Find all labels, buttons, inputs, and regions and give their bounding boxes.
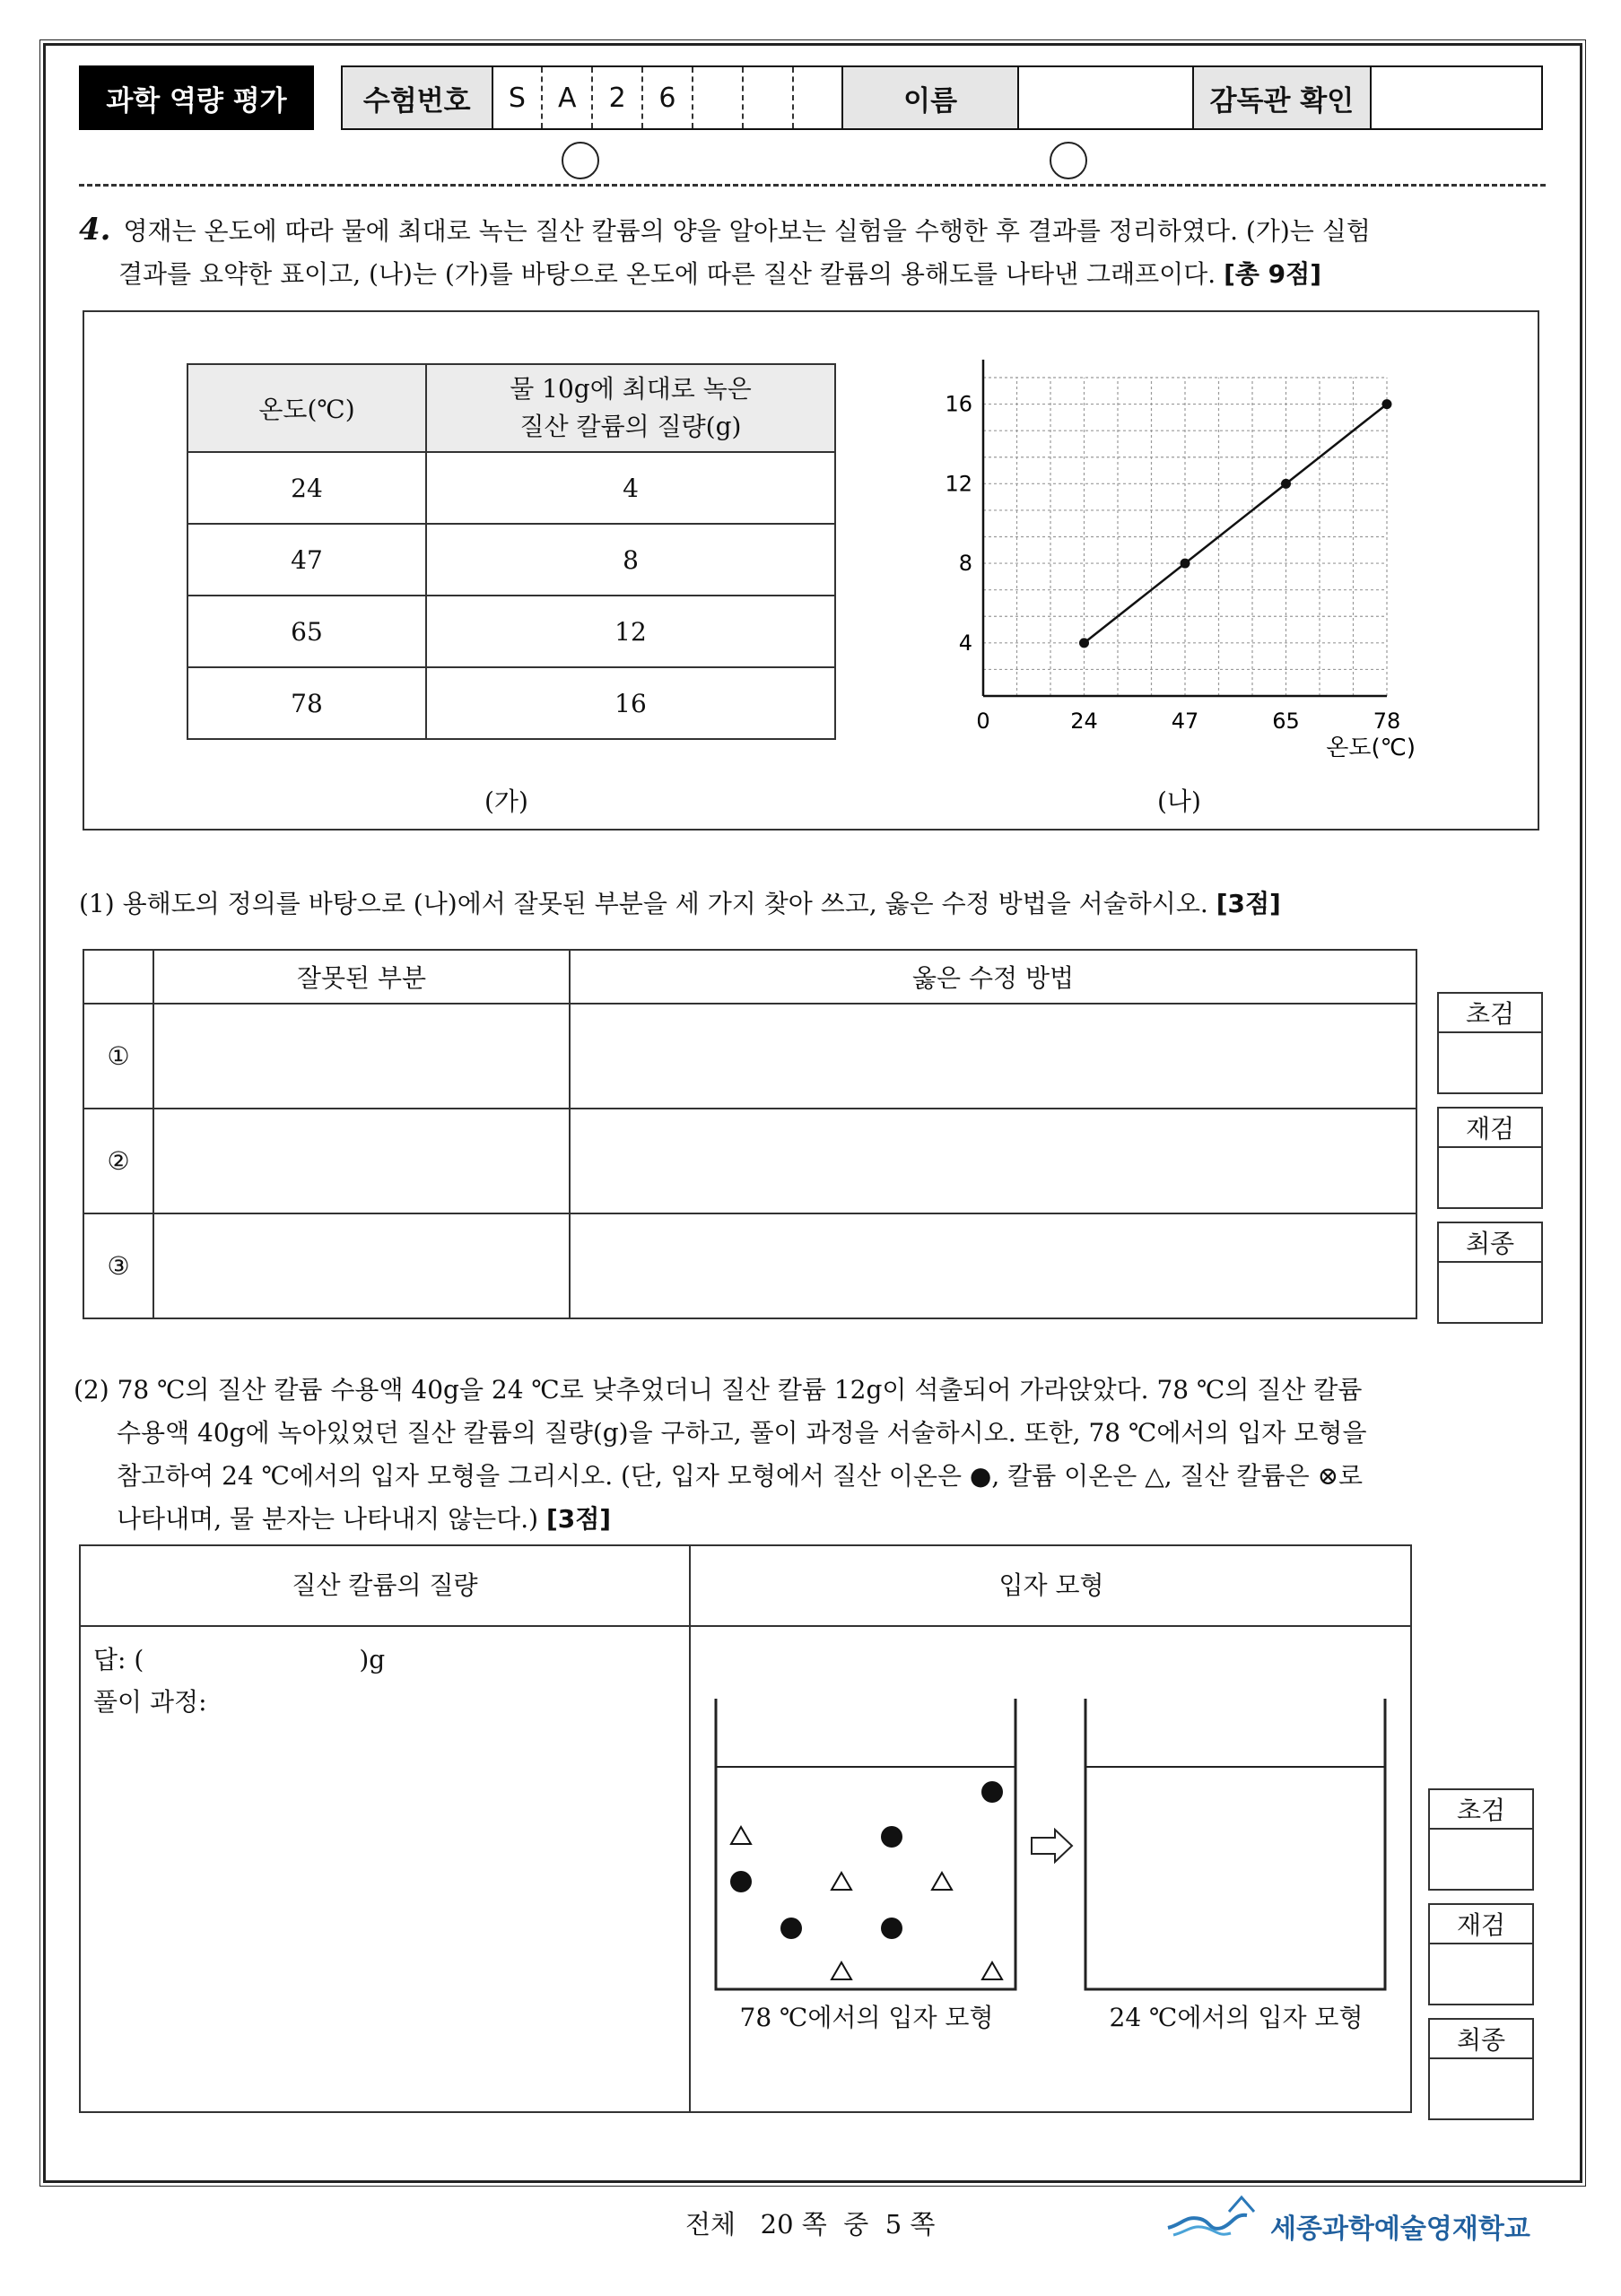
potassium-ion xyxy=(731,1827,751,1844)
sub1-prompt-text: (1) 용해도의 정의를 바탕으로 (나)에서 잘못된 부분을 세 가지 찾아 쓰고, 옳은 수정 방법을 서술하시오. xyxy=(79,889,1208,918)
grader-box xyxy=(1437,1222,1543,1324)
grader-field[interactable] xyxy=(1439,1148,1541,1207)
question-points: [총 9점] xyxy=(1224,259,1322,289)
grader-box xyxy=(1428,2018,1534,2120)
grader-label: 재검 xyxy=(1430,1905,1532,1944)
beaker-caption: 24 ℃에서의 입자 모형 xyxy=(1109,2003,1364,2032)
question-number: 4. xyxy=(79,212,111,248)
grader-box xyxy=(1428,1903,1534,2005)
data-point xyxy=(1079,638,1089,648)
answer-row xyxy=(83,1213,1416,1318)
answer-line xyxy=(93,1639,385,1681)
grader-box xyxy=(1437,1107,1543,1209)
solubility-graph xyxy=(933,341,1435,789)
wrong-part-field[interactable] xyxy=(153,1109,570,1213)
table-cell-mass: 12 xyxy=(426,596,835,667)
table-cell-mass: 4 xyxy=(426,452,835,524)
question-stem xyxy=(79,208,1550,296)
row-number: ① xyxy=(83,1004,153,1109)
x-tick-label: 78 xyxy=(1373,709,1401,734)
row-number-header xyxy=(83,950,153,1004)
solution-area[interactable] xyxy=(88,1726,680,2102)
school-name: 세종과학예술영재학교 xyxy=(1270,2213,1530,2245)
grader-label: 최종 xyxy=(1439,1223,1541,1263)
page-number: 전체 20 쪽 중 5 쪽 xyxy=(685,2209,936,2239)
exam-number-digit[interactable] xyxy=(794,67,844,128)
grader-label: 초검 xyxy=(1430,1790,1532,1830)
exam-number-digit[interactable] xyxy=(744,67,794,128)
exam-number-digit[interactable]: A xyxy=(543,67,593,128)
col-model-header: 입자 모형 xyxy=(998,1570,1104,1600)
data-point xyxy=(1181,559,1190,569)
col-mass-header: 질산 칼륨의 질량 xyxy=(292,1570,478,1600)
sub1-answer-table xyxy=(83,949,1417,1319)
grader-boxes-1 xyxy=(1437,992,1543,1324)
name-label: 이름 xyxy=(843,67,1018,128)
fix-method-field[interactable] xyxy=(570,1004,1416,1109)
header-divider xyxy=(81,1625,1410,1627)
grader-field[interactable] xyxy=(1439,1263,1541,1322)
table-header-mass-line1: 물 10g에 최대로 녹은 xyxy=(510,374,752,404)
table-caption: (가) xyxy=(484,787,528,816)
answer-row xyxy=(83,1004,1416,1109)
answer-suffix: )g xyxy=(359,1645,386,1674)
sub1-points: [3점] xyxy=(1216,889,1281,918)
nitrate-ion xyxy=(881,1826,902,1848)
question-text-line1: 영재는 온도에 따라 물에 최대로 녹는 질산 칼륨의 양을 알아보는 실험을 수행한 후 결과를 정리하였다. (가)는 실험 xyxy=(123,216,1371,246)
potassium-ion xyxy=(832,1962,851,1979)
table-cell-mass: 8 xyxy=(426,524,835,596)
question-text-line2: 결과를 요약한 표이고, (나)는 (가)를 바탕으로 온도에 따른 질산 칼륨의 용해도를 나타낸 그래프이다. xyxy=(118,259,1216,289)
grader-box xyxy=(1437,992,1543,1094)
arrow-icon xyxy=(1030,1828,1075,1864)
nitrate-ion xyxy=(981,1781,1003,1803)
grader-label: 최종 xyxy=(1430,2020,1532,2059)
beaker-78c xyxy=(714,1697,1023,1993)
potassium-ion xyxy=(832,1873,851,1890)
header-info-table xyxy=(341,65,1543,130)
y-tick-label: 12 xyxy=(945,471,972,497)
row-number: ② xyxy=(83,1109,153,1213)
x-tick-label: 24 xyxy=(1070,709,1098,734)
table-row xyxy=(187,524,835,596)
sub2-line: 나타내며, 물 분자는 나타내지 않는다.) xyxy=(117,1504,539,1534)
wrong-part-field[interactable] xyxy=(153,1213,570,1318)
exam-number-digit[interactable]: 6 xyxy=(643,67,693,128)
graph-caption: (나) xyxy=(1157,787,1201,816)
sub2-answer-table xyxy=(79,1544,1412,2113)
exam-number-digit[interactable]: 2 xyxy=(593,67,643,128)
x-axis-label: 온도(℃) xyxy=(1326,735,1416,761)
y-tick-label: 16 xyxy=(945,391,972,417)
sub2-line: (2) 78 ℃의 질산 칼륨 수용액 40g을 24 ℃로 낮추었더니 질산 칼륨 12g이 석출되어 가라앉았다. 78 ℃의 질산 칼륨 xyxy=(74,1375,1363,1405)
col-wrong-part: 잘못된 부분 xyxy=(153,950,570,1004)
sub2-prompt xyxy=(74,1369,1554,1541)
nitrate-ion xyxy=(881,1918,902,1939)
col-fix-method: 옳은 수정 방법 xyxy=(570,950,1416,1004)
solubility-table xyxy=(187,363,836,740)
y-tick-label: 8 xyxy=(958,551,972,577)
y-tick-label: 4 xyxy=(958,630,972,656)
table-row xyxy=(187,452,835,524)
x-tick-label: 47 xyxy=(1171,709,1199,734)
grader-box xyxy=(1428,1788,1534,1891)
sub1-prompt xyxy=(79,883,1550,926)
grader-label: 초검 xyxy=(1439,994,1541,1033)
table-cell-temp: 24 xyxy=(187,452,426,524)
wrong-part-field[interactable] xyxy=(153,1004,570,1109)
solution-label: 풀이 과정: xyxy=(93,1687,207,1717)
table-cell-temp: 47 xyxy=(187,524,426,596)
proctor-field[interactable] xyxy=(1372,67,1541,128)
proctor-label: 감독관 확인 xyxy=(1194,67,1371,128)
school-logo-icon xyxy=(1164,2188,1263,2242)
series-line xyxy=(1085,404,1388,643)
binding-hole xyxy=(1050,142,1087,179)
table-row xyxy=(187,596,835,667)
potassium-ion xyxy=(932,1873,952,1890)
fix-method-field[interactable] xyxy=(570,1109,1416,1213)
sub2-points: [3점] xyxy=(545,1504,612,1534)
exam-title: 과학 역량 평가 xyxy=(79,65,314,130)
sub2-line: 참고하여 24 ℃에서의 입자 모형을 그리시오. (단, 입자 모형에서 질산 이온은 ●, 칼륨 이온은 △, 질산 칼륨은 ⊗로 xyxy=(117,1461,1364,1491)
exam-number-digit[interactable] xyxy=(693,67,744,128)
grader-field[interactable] xyxy=(1430,1830,1532,1889)
column-divider xyxy=(689,1546,691,2111)
sub2-line: 수용액 40g에 녹아있었던 질산 칼륨의 질량(g)을 구하고, 풀이 과정을 서술하시오. 또한, 78 ℃에서의 입자 모형을 xyxy=(117,1418,1367,1448)
grader-label: 재검 xyxy=(1439,1109,1541,1148)
table-header-mass-line2: 질산 칼륨의 질량(g) xyxy=(519,412,742,441)
grader-boxes-2 xyxy=(1428,1788,1534,2120)
table-row xyxy=(187,667,835,739)
exam-number-label: 수험번호 xyxy=(343,67,493,128)
cut-line xyxy=(79,184,1546,187)
grader-field[interactable] xyxy=(1430,2059,1532,2118)
answer-prefix: 답: ( xyxy=(93,1645,144,1674)
x-tick-label: 65 xyxy=(1272,709,1300,734)
fix-method-field[interactable] xyxy=(570,1213,1416,1318)
nitrate-ion xyxy=(780,1918,802,1939)
beaker-caption: 78 ℃에서의 입자 모형 xyxy=(739,2003,994,2032)
beaker-24c[interactable] xyxy=(1084,1697,1392,1993)
table-cell-mass: 16 xyxy=(426,667,835,739)
binding-hole xyxy=(562,142,599,179)
table-header-mass xyxy=(426,364,835,452)
exam-number-digit[interactable]: S xyxy=(493,67,544,128)
grader-field[interactable] xyxy=(1430,1944,1532,2004)
table-header-temp: 온도(℃) xyxy=(187,364,426,452)
data-point xyxy=(1382,399,1392,409)
table-cell-temp: 78 xyxy=(187,667,426,739)
name-field[interactable] xyxy=(1019,67,1194,128)
x-tick-label: 0 xyxy=(976,709,990,734)
row-number: ③ xyxy=(83,1213,153,1318)
potassium-ion xyxy=(982,1962,1002,1979)
table-cell-temp: 65 xyxy=(187,596,426,667)
grader-field[interactable] xyxy=(1439,1033,1541,1092)
answer-row xyxy=(83,1109,1416,1213)
nitrate-ion xyxy=(730,1871,752,1892)
data-point xyxy=(1281,479,1291,489)
